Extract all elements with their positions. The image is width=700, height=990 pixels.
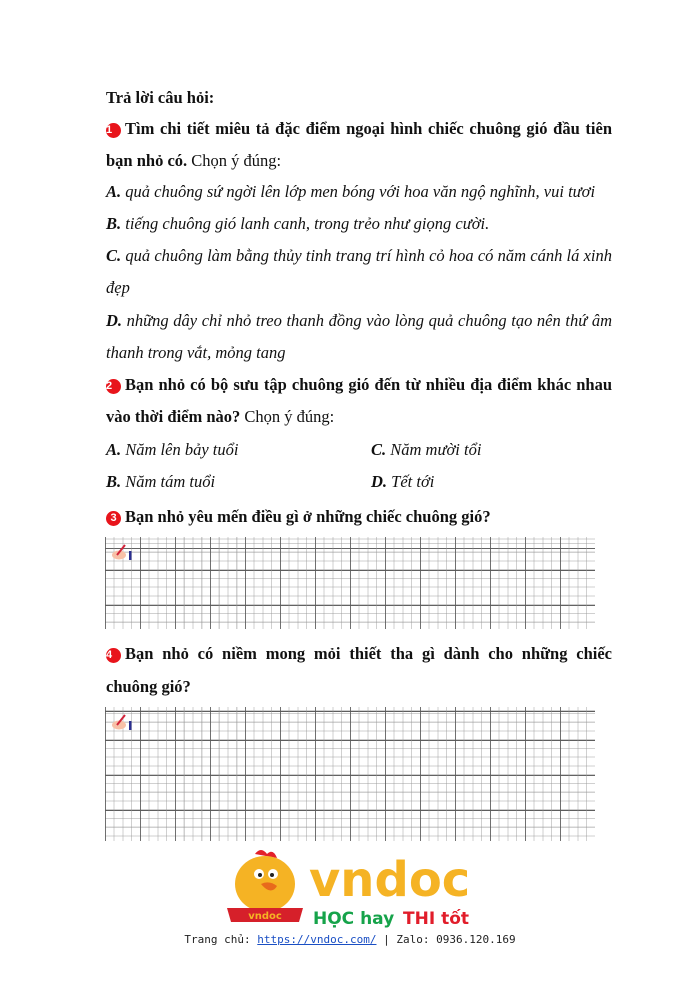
q1-option-c: C. quả chuông làm bằng thủy tinh trang trí hình cỏ hoa có năm cánh lá xinh (106, 246, 612, 265)
q4-line2: chuông gió? (106, 677, 191, 696)
footer-separator: | (376, 933, 397, 946)
q2-option-b: B. Năm tám tuổi (106, 472, 216, 491)
q1-option-d-cont: thanh trong vắt, mỏng tang (106, 343, 286, 362)
q2-option-c: C. Năm mười tổi (371, 440, 482, 459)
number-badge-1: 1 (106, 123, 121, 138)
number-badge-4: 4 (106, 648, 121, 663)
vndoc-watermark-logo (225, 846, 485, 931)
number-badge-2: 2 (106, 379, 121, 394)
q2-line2: vào thời điểm nào? Chọn ý đúng: (106, 407, 335, 426)
homepage-link[interactable]: https://vndoc.com/ (257, 933, 377, 946)
q2-option-a: A. Năm lên bảy tuổi (106, 440, 239, 459)
q1-line2: bạn nhỏ có. Chọn ý đúng: (106, 151, 282, 170)
number-badge-3: 3 (106, 511, 121, 526)
footer-label: Trang chủ: (184, 933, 258, 946)
answer-grid-q3[interactable] (105, 537, 595, 629)
q3-question: 3 Bạn nhỏ yêu mến điều gì ở những chiếc chuông gió? (106, 507, 612, 527)
writing-hand-icon (111, 713, 133, 731)
q1-option-d: D. những dây chỉ nhỏ treo thanh đồng vào lòng quả chuông tạo nên thứ âm (106, 311, 612, 330)
q2-line1: 2 Bạn nhỏ có bộ sưu tập chuông gió đến từ nhiều địa điểm khác nhau (106, 375, 612, 394)
svg-text:vndoc: vndoc (248, 911, 282, 922)
q1-line1: 1 Tìm chi tiết miêu tả đặc điểm ngoại hình chiếc chuông gió đầu tiên (106, 119, 612, 138)
heading: Trả lời câu hỏi: (106, 88, 215, 107)
svg-text:HỌC hay: HỌC hay (313, 909, 395, 929)
zalo-contact: Zalo: 0936.120.169 (396, 933, 516, 946)
page-footer (0, 933, 700, 946)
q2-option-d: D. Tết tới (371, 472, 435, 491)
q1-option-c-cont: đẹp (106, 278, 130, 297)
svg-text:THI tốt: THI tốt (403, 909, 469, 929)
answer-grid-q4[interactable] (105, 707, 595, 841)
q1-option-b: B. tiếng chuông gió lanh canh, trong trẻo như giọng cười. (106, 214, 490, 233)
q4-line1: 4 Bạn nhỏ có niềm mong mỏi thiết tha gì dành cho những chiếc (106, 644, 612, 663)
q1-option-a: A. quả chuông sứ ngời lên lớp men bóng với hoa văn ngộ nghĩnh, vui tươi (106, 182, 596, 201)
svg-text:vndoc: vndoc (309, 852, 471, 908)
writing-hand-icon (111, 543, 133, 561)
mascot-chicken-icon (225, 846, 485, 931)
